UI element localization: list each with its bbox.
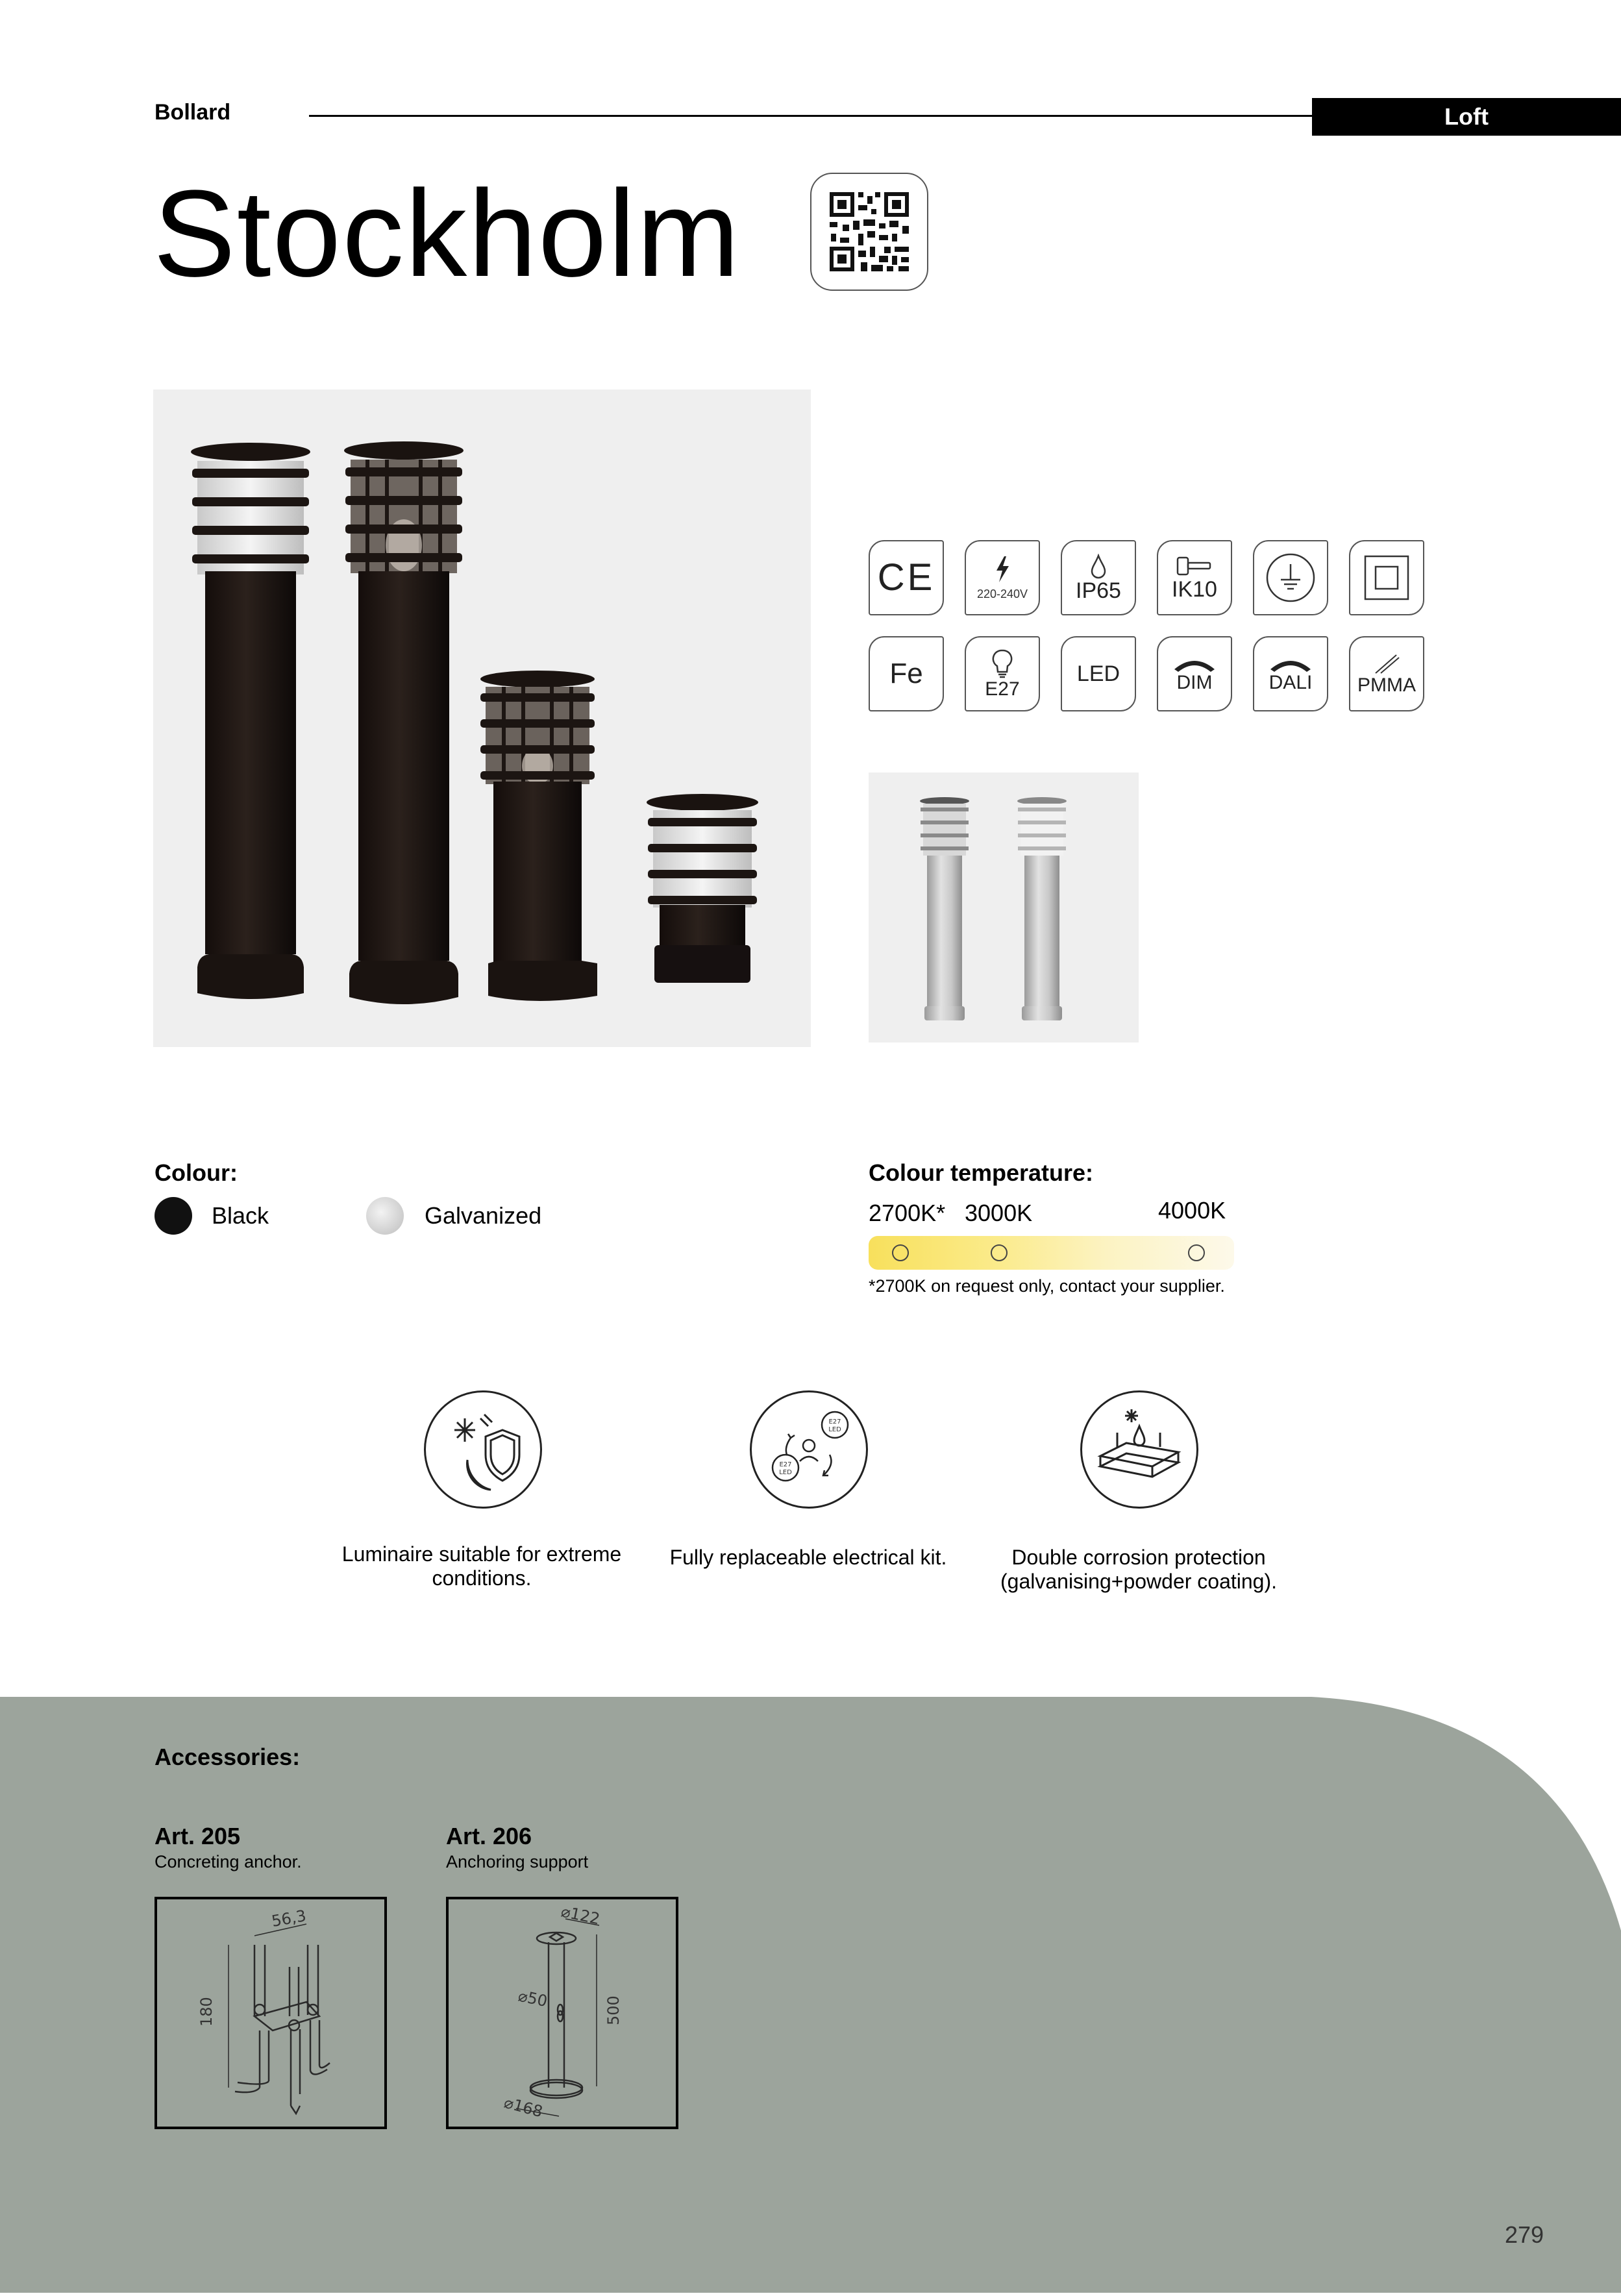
dimmable-icon: DIM xyxy=(1157,636,1232,711)
svg-text:E27: E27 xyxy=(779,1461,792,1468)
water-drop-icon: IP65 xyxy=(1061,540,1136,615)
dim-label: 500 xyxy=(604,1995,623,2025)
ct-value-3000: 3000K xyxy=(965,1200,1033,1226)
svg-text:LED: LED xyxy=(828,1426,841,1433)
swatch-label-black: Black xyxy=(212,1202,269,1229)
ct-marker-3000[interactable] xyxy=(991,1244,1008,1261)
ct-value-4000: 4000K xyxy=(1158,1197,1226,1224)
feature-text-extreme: Luminaire suitable for extreme conditions. xyxy=(341,1542,622,1590)
dim-label: ⌀122 xyxy=(559,1902,602,1929)
hammer-icon: IK10 xyxy=(1157,540,1232,615)
dim-label: 56,3 xyxy=(270,1907,308,1931)
accessory-title-205: Art. 205 xyxy=(155,1823,241,1849)
svg-text:LED: LED xyxy=(779,1469,792,1476)
colour-temperature-heading: Colour temperature: xyxy=(869,1159,1094,1186)
svg-text:E27: E27 xyxy=(828,1418,841,1426)
page-number: 279 xyxy=(1505,2221,1544,2248)
ct-marker-2700[interactable] xyxy=(892,1244,909,1261)
feature-text-kit: Fully replaceable electrical kit. xyxy=(669,1546,947,1569)
product-title: Stockholm xyxy=(153,165,741,302)
colour-temperature-bar xyxy=(869,1236,1234,1270)
swatch-galvanized[interactable] xyxy=(366,1197,404,1235)
ct-marker-4000[interactable] xyxy=(1188,1244,1205,1261)
product-photo-black xyxy=(153,389,811,1047)
ce-mark-icon: CE xyxy=(869,540,944,615)
ct-value-2700: 2700K* xyxy=(869,1200,946,1226)
double-insulation-icon xyxy=(1349,540,1424,615)
product-photo-galvanized xyxy=(869,772,1139,1043)
corrosion-protection-icon xyxy=(1080,1390,1198,1509)
dali-icon: DALI xyxy=(1253,636,1328,711)
led-icon: LED xyxy=(1061,636,1136,711)
collection-tab: Loft xyxy=(1312,98,1621,136)
colour-heading: Colour: xyxy=(155,1159,238,1186)
accessory-desc-206: Anchoring support xyxy=(446,1852,589,1871)
dim-label: 180 xyxy=(197,1997,216,2027)
swatch-black[interactable] xyxy=(155,1197,192,1235)
accessory-title-206: Art. 206 xyxy=(446,1823,532,1849)
qr-code-icon[interactable] xyxy=(810,173,928,291)
lightning-bolt-icon: 220-240V xyxy=(965,540,1040,615)
pmma-diffuser-icon: PMMA xyxy=(1349,636,1424,711)
feature-text-corrosion: Double corrosion protection (galvanising+powder coating). xyxy=(1000,1546,1278,1593)
extreme-conditions-shield-icon xyxy=(424,1390,542,1509)
dim-label: ⌀50 xyxy=(516,1986,549,2011)
accessories-heading: Accessories: xyxy=(155,1744,301,1770)
header-divider xyxy=(309,115,1312,117)
iron-material-icon: Fe xyxy=(869,636,944,711)
swatch-label-galvanized: Galvanized xyxy=(425,1202,542,1229)
category-label: Bollard xyxy=(155,100,231,125)
colour-temperature-note: *2700K on request only, contact your supplier. xyxy=(869,1276,1225,1296)
accessory-drawing-205[interactable] xyxy=(155,1897,387,2129)
replaceable-kit-icon xyxy=(750,1390,868,1509)
dim-label: ⌀168 xyxy=(502,2093,545,2121)
bulb-icon: E27 xyxy=(965,636,1040,711)
accessory-desc-205: Concreting anchor. xyxy=(155,1852,302,1871)
earth-ground-icon xyxy=(1253,540,1328,615)
accessory-drawing-206[interactable] xyxy=(446,1897,678,2129)
